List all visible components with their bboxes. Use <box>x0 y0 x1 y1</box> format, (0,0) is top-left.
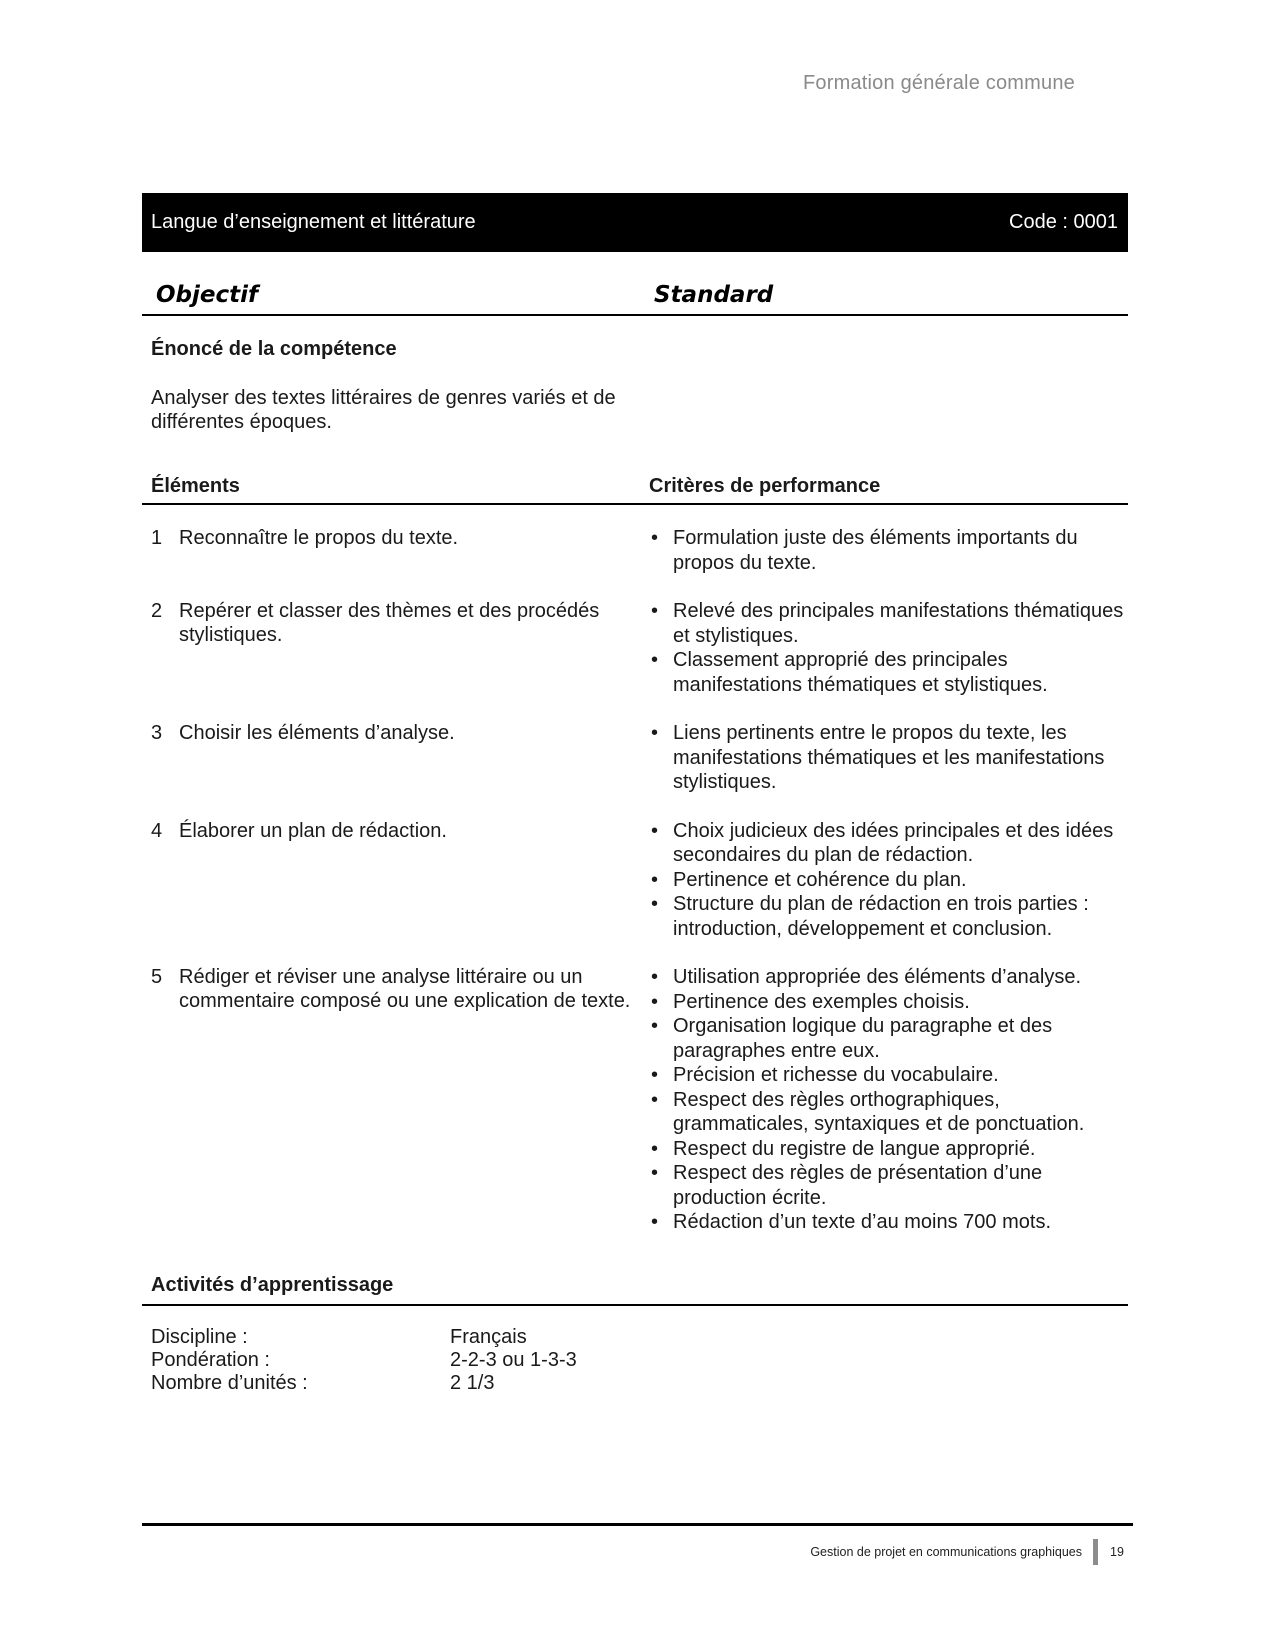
element-text: Repérer et classer des thèmes et des procédés stylistiques. <box>179 600 600 646</box>
running-head: Formation générale commune <box>803 72 1075 94</box>
criteria-list <box>650 526 1128 575</box>
criterion: • Formulation juste des éléments importants du propos du texte. <box>650 526 1128 575</box>
enonce-label: Énoncé de la compétence <box>151 338 397 360</box>
table-row <box>142 599 1128 697</box>
table-row <box>142 526 1128 575</box>
criterion: • Respect du registre de langue approprié. <box>650 1137 1128 1162</box>
criterion: • Choix judicieux des idées principales et des idées secondaires du plan de rédaction. <box>650 819 1128 868</box>
criterion: • Pertinence et cohérence du plan. <box>650 868 1128 893</box>
elements-table <box>142 526 1128 1259</box>
criteria-list <box>650 819 1128 942</box>
table-row <box>142 819 1128 942</box>
ponderation-value: 2-2-3 ou 1-3-3 <box>450 1349 577 1371</box>
page-number: 19 <box>1110 1545 1124 1559</box>
element-text: Rédiger et réviser une analyse littéraire ou un commentaire composé ou une explication de texte. <box>179 966 631 1012</box>
section-headings <box>142 280 1128 316</box>
footer-title: Gestion de projet en communications graphiques <box>810 1545 1082 1559</box>
unites-row <box>151 1372 577 1395</box>
element-text: Choisir les éléments d’analyse. <box>179 722 455 744</box>
discipline-label: Discipline : <box>151 1326 248 1348</box>
objectif-heading: Objectif <box>156 282 259 308</box>
activites-heading-row <box>142 1272 1128 1306</box>
criteria-list <box>650 599 1128 697</box>
enonce-text: Analyser des textes littéraires de genres variés et de différentes époques. <box>151 387 616 433</box>
footer-rule <box>142 1523 1133 1526</box>
criterion: • Pertinence des exemples choisis. <box>650 990 1128 1015</box>
element-cell <box>142 965 650 1235</box>
element-number: 2 <box>151 600 163 622</box>
element-number: 4 <box>151 819 163 842</box>
elements-heading: Éléments <box>151 475 240 497</box>
criterion: • Relevé des principales manifestations thématiques et stylistiques. <box>650 599 1128 648</box>
criterion: • Structure du plan de rédaction en trois parties : introduction, développement et conclusion. <box>650 892 1128 941</box>
ponderation-row <box>151 1349 577 1372</box>
element-number: 3 <box>151 722 163 744</box>
element-text: Reconnaître le propos du texte. <box>179 527 459 549</box>
course-title: Langue d’enseignement et littérature <box>151 211 476 233</box>
course-title-bar <box>142 193 1128 252</box>
activites-details <box>151 1326 577 1395</box>
criteria-list <box>650 721 1128 795</box>
table-row <box>142 721 1128 795</box>
element-cell <box>142 721 650 795</box>
unites-value: 2 1/3 <box>450 1372 495 1394</box>
element-text: Élaborer un plan de rédaction. <box>179 819 447 842</box>
criteres-heading: Critères de performance <box>649 475 881 497</box>
ponderation-label: Pondération : <box>151 1349 270 1371</box>
criterion: • Respect des règles de présentation d’une production écrite. <box>650 1161 1128 1210</box>
element-cell <box>142 819 650 942</box>
criterion: • Liens pertinents entre le propos du texte, les manifestations thématiques et les manifestations stylistiques. <box>650 721 1128 795</box>
criterion: • Respect des règles orthographiques, grammaticales, syntaxiques et de ponctuation. <box>650 1088 1128 1137</box>
discipline-row <box>151 1326 577 1349</box>
criterion: • Rédaction d’un texte d’au moins 700 mots. <box>650 1210 1128 1235</box>
criterion: • Utilisation appropriée des éléments d’analyse. <box>650 965 1128 990</box>
criterion: • Précision et richesse du vocabulaire. <box>650 1063 1128 1088</box>
discipline-value: Français <box>450 1326 527 1348</box>
criterion: • Organisation logique du paragraphe et des paragraphes entre eux. <box>650 1014 1128 1063</box>
course-code: Code : 0001 <box>1009 211 1118 233</box>
column-headings <box>142 475 1128 505</box>
element-number: 1 <box>151 527 163 549</box>
element-number: 5 <box>151 966 163 988</box>
standard-heading: Standard <box>654 282 774 308</box>
element-cell <box>142 599 650 697</box>
criterion: • Classement approprié des principales manifestations thématiques et stylistiques. <box>650 648 1128 697</box>
activites-heading: Activités d’apprentissage <box>151 1274 394 1296</box>
criteria-list <box>650 965 1128 1235</box>
footer-separator <box>1093 1539 1098 1565</box>
unites-label: Nombre d’unités : <box>151 1372 308 1394</box>
table-row <box>142 965 1128 1235</box>
element-cell <box>142 526 650 575</box>
